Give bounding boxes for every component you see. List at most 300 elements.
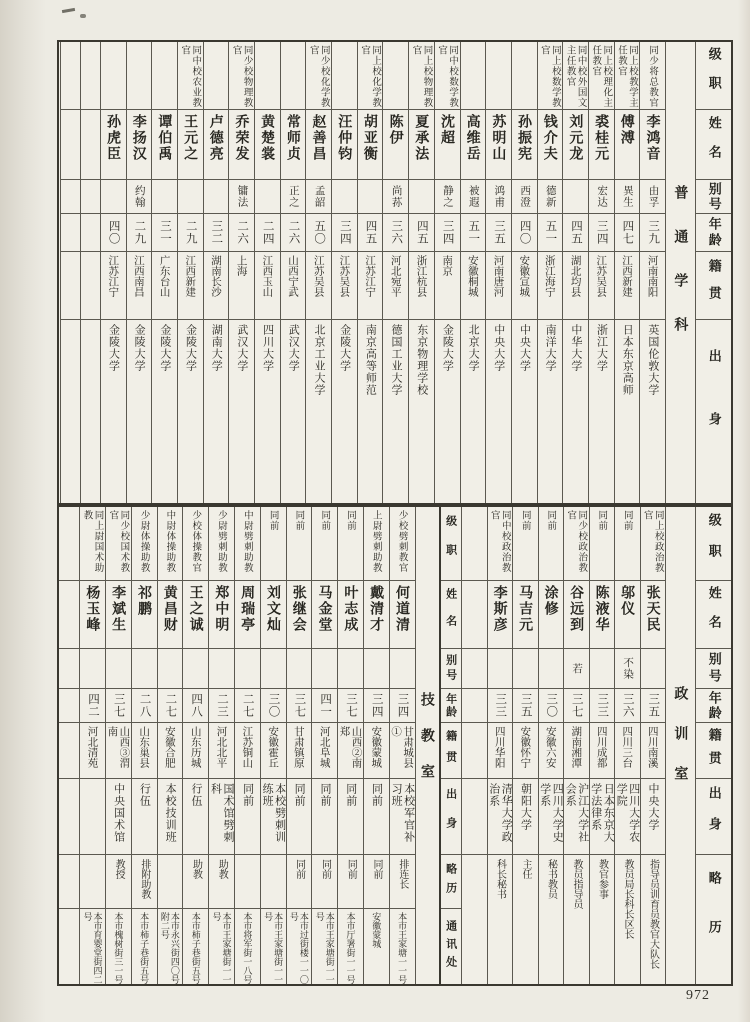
vertical-text: 教员指导员: [571, 859, 582, 909]
alias-cell: [364, 649, 389, 689]
age-cell: [209, 689, 234, 723]
person-column: [260, 507, 286, 984]
vertical-text: 三六: [621, 693, 634, 718]
vertical-text: 东京物理学校: [415, 324, 428, 396]
field-header-career: [696, 855, 731, 984]
rank-cell: [488, 507, 513, 581]
vertical-text: 三四: [441, 220, 454, 245]
page-number: 972: [686, 988, 710, 1003]
alias-cell: [261, 649, 286, 689]
vertical-text: 姓名: [444, 587, 457, 642]
vertical-text: 同中校数学教官: [436, 45, 459, 108]
vertical-text: 三四: [338, 220, 351, 245]
native-cell: [589, 252, 614, 320]
age-cell: [461, 214, 486, 252]
vertical-text: 同少将总教官: [647, 45, 659, 108]
blank-cell: [61, 180, 80, 214]
vertical-text: 年龄: [706, 690, 722, 721]
alias-cell: [158, 649, 183, 689]
name-cell: [461, 110, 486, 180]
vertical-text: 二九: [133, 220, 146, 245]
rank-cell: [229, 42, 254, 110]
vertical-text: 同中校政治教官: [488, 510, 511, 573]
vertical-text: 同上校理化主任教官: [590, 45, 613, 108]
age-cell: [409, 214, 434, 252]
vertical-text: 同前: [519, 510, 531, 531]
vertical-text: 年龄: [444, 692, 457, 719]
alias-cell: [287, 649, 312, 689]
vertical-text: 三〇: [545, 693, 558, 718]
native-cell: [101, 252, 126, 320]
vertical-text: 同少校政治教官: [565, 510, 588, 573]
school-cell: [235, 779, 260, 855]
age-cell: [183, 689, 208, 723]
vertical-text: 南京: [441, 255, 454, 276]
alias-cell: [538, 180, 563, 214]
name-cell: [590, 581, 615, 649]
name-cell: [80, 581, 105, 649]
career-cell: [390, 855, 415, 909]
age-cell: [435, 214, 460, 252]
school-cell: [488, 779, 513, 855]
vertical-text: 二六: [287, 220, 300, 245]
rank-cell: [513, 507, 538, 581]
native-cell: [435, 252, 460, 320]
alias-cell: [589, 180, 614, 214]
age-cell: [615, 689, 640, 723]
vertical-text: 同前: [545, 510, 557, 531]
school-cell: [538, 320, 563, 503]
vertical-text: 周瑞亭: [240, 585, 257, 633]
age-cell: [338, 689, 363, 723]
age-cell: [106, 689, 131, 723]
vertical-text: 孙虎臣: [106, 114, 123, 162]
vertical-text: 五〇: [313, 220, 326, 245]
vertical-text: 中华大学: [569, 324, 582, 372]
alias-cell: [358, 180, 383, 214]
native-cell: [615, 723, 640, 779]
vertical-text: 略历: [706, 870, 722, 969]
alias-cell: [178, 180, 203, 214]
vertical-text: 技教室: [419, 691, 436, 800]
vertical-text: 姓名: [706, 585, 722, 644]
vertical-text: 李斯彦: [492, 585, 509, 633]
person-column: [537, 42, 563, 503]
vertical-text: 三九: [647, 220, 660, 245]
rank-cell: [640, 42, 665, 110]
school-cell: [615, 779, 640, 855]
blank-cell: [59, 855, 79, 909]
person-column: [305, 42, 331, 503]
vertical-text: 本市王家塘街一一号: [314, 912, 335, 984]
native-cell: [235, 723, 260, 779]
vertical-text: 四川大学史学系: [538, 783, 563, 843]
rank-cell: [332, 42, 357, 110]
career-cell: [209, 855, 234, 909]
vertical-text: 四五: [570, 220, 583, 245]
blank-cell: [462, 581, 487, 649]
vertical-text: 李扬汉: [131, 114, 148, 162]
person-column: [389, 507, 415, 984]
career-cell: [312, 855, 337, 909]
vertical-text: 沪江大学社会系: [564, 783, 589, 843]
age-cell: [101, 214, 126, 252]
age-cell: [229, 214, 254, 252]
school-cell: [539, 779, 564, 855]
vertical-text: 别号: [706, 181, 722, 212]
vertical-text: 马金堂: [317, 585, 334, 633]
vertical-text: 河北北平: [215, 726, 228, 768]
name-cell: [564, 581, 589, 649]
vertical-text: 叶志成: [343, 585, 360, 633]
rank-cell: [590, 507, 615, 581]
school-cell: [261, 779, 286, 855]
vertical-text: 傅溥: [619, 114, 636, 146]
vertical-text: 中尉劈刺助教: [241, 510, 253, 573]
alias-cell: [488, 649, 513, 689]
school-cell: [106, 779, 131, 855]
name-cell: [513, 581, 538, 649]
school-cell: [461, 320, 486, 503]
vertical-text: 孟韶: [313, 185, 326, 208]
page-edge-shade: [738, 0, 750, 1022]
field-header-column: [439, 507, 461, 984]
native-cell: [640, 252, 665, 320]
field-header-alias: [696, 649, 731, 689]
vertical-text: 二八: [138, 693, 151, 718]
name-cell: [486, 110, 511, 180]
name-cell: [204, 110, 229, 180]
alias-cell: [255, 180, 280, 214]
vertical-text: 三七: [344, 693, 357, 718]
address-cell: [364, 909, 389, 984]
blank-cell: [81, 180, 100, 214]
field-header-school: [696, 779, 731, 855]
name-cell: [390, 581, 415, 649]
vertical-text: 同前: [596, 510, 608, 531]
age-cell: [178, 214, 203, 252]
school-cell: [563, 320, 588, 503]
vertical-text: 本市育婴堂街四二号: [82, 912, 103, 984]
field-header-native: [441, 723, 461, 779]
person-column: [100, 42, 126, 503]
school-cell: [640, 320, 665, 503]
name-cell: [589, 110, 614, 180]
vertical-text: 南京高等师范: [364, 324, 377, 396]
school-cell: [183, 779, 208, 855]
vertical-text: 二七: [164, 693, 177, 718]
rank-cell: [235, 507, 260, 581]
vertical-text: 级职: [444, 514, 457, 573]
career-cell: [183, 855, 208, 909]
vertical-text: 郑中明: [214, 585, 231, 633]
vertical-text: 教授: [113, 859, 125, 879]
name-cell: [332, 110, 357, 180]
vertical-text: 安徽蒙城: [370, 726, 383, 768]
rank-cell: [80, 507, 105, 581]
vertical-text: 李鸿音: [645, 114, 662, 162]
alias-cell: [306, 180, 331, 214]
vertical-text: 金陵大学: [133, 324, 146, 372]
vertical-text: 河南南阳: [646, 255, 659, 297]
rank-cell: [538, 42, 563, 110]
school-cell: [332, 320, 357, 503]
age-cell: [132, 689, 157, 723]
vertical-text: 陈伊: [388, 114, 405, 146]
native-cell: [306, 252, 331, 320]
native-cell: [209, 723, 234, 779]
vertical-text: 同前: [319, 859, 331, 879]
field-header-school: [696, 320, 731, 503]
age-cell: [255, 214, 280, 252]
vertical-text: 同上校数学教官: [538, 45, 561, 108]
school-cell: [338, 779, 363, 855]
field-header-career: [441, 855, 461, 909]
field-header-name: [696, 110, 731, 180]
vertical-text: 金陵大学: [441, 324, 454, 372]
alias-cell: [338, 649, 363, 689]
career-cell: [261, 855, 286, 909]
field-header-age: [441, 689, 461, 723]
career-cell: [364, 855, 389, 909]
alias-cell: [512, 180, 537, 214]
age-cell: [513, 689, 538, 723]
name-cell: [488, 581, 513, 649]
rank-cell: [390, 507, 415, 581]
vertical-text: 出身: [706, 785, 722, 848]
blank-column: [80, 42, 100, 503]
address-cell: [209, 909, 234, 984]
rank-cell: [435, 42, 460, 110]
native-cell: [338, 723, 363, 779]
vertical-text: 被遐: [467, 185, 480, 208]
person-column: [382, 42, 408, 503]
native-cell: [513, 723, 538, 779]
name-cell: [101, 110, 126, 180]
address-cell: [261, 909, 286, 984]
vertical-text: 江苏吴县: [595, 255, 608, 297]
person-column: [182, 507, 208, 984]
vertical-text: 安徽合肥: [163, 726, 176, 768]
vertical-text: 河北阜城: [318, 726, 331, 768]
vertical-text: 武汉大学: [235, 324, 248, 372]
age-cell: [488, 689, 513, 723]
vertical-text: 江苏吴县: [338, 255, 351, 297]
alias-cell: [127, 180, 152, 214]
vertical-text: 镛法: [236, 185, 249, 208]
blank-column: [60, 42, 80, 503]
field-header-alias: [441, 649, 461, 689]
address-cell: [338, 909, 363, 984]
person-column: [254, 42, 280, 503]
vertical-text: 同前: [293, 510, 305, 531]
vertical-text: 科长秘书: [494, 859, 506, 899]
vertical-text: 籍贯: [444, 729, 457, 772]
name-cell: [287, 581, 312, 649]
native-cell: [287, 723, 312, 779]
rank-cell: [383, 42, 408, 110]
rank-cell: [127, 42, 152, 110]
vertical-text: 本市将军街一八号: [242, 912, 253, 984]
vertical-text: 上海: [235, 255, 248, 276]
career-cell: [488, 855, 513, 984]
vertical-text: 江苏江宁: [107, 255, 120, 297]
rank-cell: [615, 507, 640, 581]
name-cell: [512, 110, 537, 180]
vertical-text: 英国伦敦大学: [646, 324, 659, 396]
vertical-text: 政训室: [673, 685, 690, 806]
vertical-text: 湖南大学: [210, 324, 223, 372]
native-cell: [183, 723, 208, 779]
vertical-text: 二七: [241, 693, 254, 718]
vertical-text: 四五: [364, 220, 377, 245]
vertical-text: 金陵大学: [158, 324, 171, 372]
vertical-text: 同中校外国文主任教官: [564, 45, 587, 108]
vertical-text: 约翰: [133, 185, 146, 208]
school-cell: [364, 779, 389, 855]
vertical-text: 二三: [215, 693, 228, 718]
rank-cell: [106, 507, 131, 581]
name-cell: [209, 581, 234, 649]
name-cell: [152, 110, 177, 180]
person-column: [487, 507, 513, 984]
school-cell: [358, 320, 383, 503]
blank-cell: [59, 723, 79, 779]
vertical-text: 少尉劈刺助教: [216, 510, 228, 573]
vertical-text: 少校体操教官: [190, 510, 202, 573]
vertical-text: 年龄: [706, 216, 722, 249]
vertical-text: 山东历城: [189, 726, 202, 768]
age-cell: [512, 214, 537, 252]
alias-cell: [312, 649, 337, 689]
vertical-text: 赵善昌: [311, 114, 328, 162]
school-cell: [435, 320, 460, 503]
career-cell: [338, 855, 363, 909]
vertical-text: 别号: [706, 651, 722, 686]
vertical-text: 日本东京高师: [621, 324, 634, 396]
vertical-text: 同前: [318, 783, 331, 807]
vertical-text: 同少校化学教官: [307, 45, 330, 108]
person-column: [203, 42, 229, 503]
vertical-text: 同前: [621, 510, 633, 531]
vertical-text: 安徽蒙城: [371, 912, 382, 948]
blank-column: [58, 507, 79, 984]
vertical-text: 三四: [396, 693, 409, 718]
person-column: [589, 507, 615, 984]
section-label-column: [665, 507, 695, 984]
vertical-text: 若: [571, 662, 584, 675]
address-cell: [158, 909, 183, 984]
school-cell: [281, 320, 306, 503]
vertical-text: 本市过街楼一一〇号: [288, 912, 309, 984]
vertical-text: 指导员训育员教官大队长: [647, 859, 659, 969]
vertical-text: 三三: [494, 693, 507, 718]
person-column: [105, 507, 131, 984]
age-cell: [390, 689, 415, 723]
alias-cell: [235, 649, 260, 689]
school-cell: [204, 320, 229, 503]
rank-cell: [101, 42, 126, 110]
vertical-text: 三七: [570, 693, 583, 718]
field-header-column: [695, 507, 731, 984]
vertical-text: 本市永兴街四〇号附二号: [159, 912, 180, 984]
native-cell: [409, 252, 434, 320]
name-cell: [312, 581, 337, 649]
name-cell: [640, 110, 665, 180]
alias-cell: [563, 180, 588, 214]
native-cell: [461, 252, 486, 320]
vertical-text: 南洋大学: [544, 324, 557, 372]
rank-cell: [589, 42, 614, 110]
blank-column: [461, 507, 487, 984]
rank-cell: [358, 42, 383, 110]
name-cell: [255, 110, 280, 180]
blank-cell: [81, 110, 100, 180]
vertical-text: 静之: [442, 185, 455, 208]
blank-cell: [59, 507, 79, 581]
age-cell: [332, 214, 357, 252]
vertical-text: 王元之: [183, 114, 200, 162]
alias-cell: [539, 649, 564, 689]
age-cell: [563, 214, 588, 252]
name-cell: [106, 581, 131, 649]
school-cell: [229, 320, 254, 503]
vertical-text: 安徽霍丘: [267, 726, 280, 768]
vertical-text: 異生: [621, 185, 634, 208]
native-cell: [538, 252, 563, 320]
vertical-text: 不染: [622, 657, 635, 680]
name-cell: [127, 110, 152, 180]
field-header-school: [441, 779, 461, 855]
roster-table-general-studies: [57, 40, 733, 505]
rank-cell: [158, 507, 183, 581]
vertical-text: 中央大学: [492, 324, 505, 372]
vertical-text: 乔荣发: [234, 114, 251, 162]
career-cell: [287, 855, 312, 909]
vertical-text: 金陵大学: [107, 324, 120, 372]
school-cell: [312, 779, 337, 855]
vertical-text: 上尉劈刺助教: [370, 510, 382, 573]
career-cell: [564, 855, 589, 984]
person-column: [614, 42, 640, 503]
name-cell: [364, 581, 389, 649]
blank-cell: [59, 581, 79, 649]
alias-cell: [152, 180, 177, 214]
vertical-text: 浙江杭县: [415, 255, 428, 297]
school-cell: [383, 320, 408, 503]
person-column: [131, 507, 157, 984]
vertical-text: 钱介夫: [542, 114, 559, 162]
vertical-text: 教员局长科长区长: [622, 859, 633, 939]
vertical-text: 谷远到: [569, 585, 586, 633]
vertical-text: 四〇: [107, 220, 120, 245]
vertical-text: 同上校政治教官: [641, 510, 664, 573]
age-cell: [127, 214, 152, 252]
address-cell: [312, 909, 337, 984]
school-cell: [127, 320, 152, 503]
section-label: [416, 507, 439, 984]
vertical-text: 四川大学: [261, 324, 274, 372]
vertical-text: 本市王家塘街一一号: [263, 912, 284, 984]
vertical-text: 姓名: [706, 115, 722, 174]
name-cell: [281, 110, 306, 180]
vertical-text: 德新: [544, 185, 557, 208]
vertical-text: 教官参事: [596, 859, 608, 899]
vertical-text: 安徽怀宁: [519, 726, 532, 768]
scan-artifact: [62, 8, 75, 13]
vertical-text: 江苏铜山: [241, 726, 254, 768]
vertical-text: 国术馆劈刺科: [209, 783, 234, 843]
